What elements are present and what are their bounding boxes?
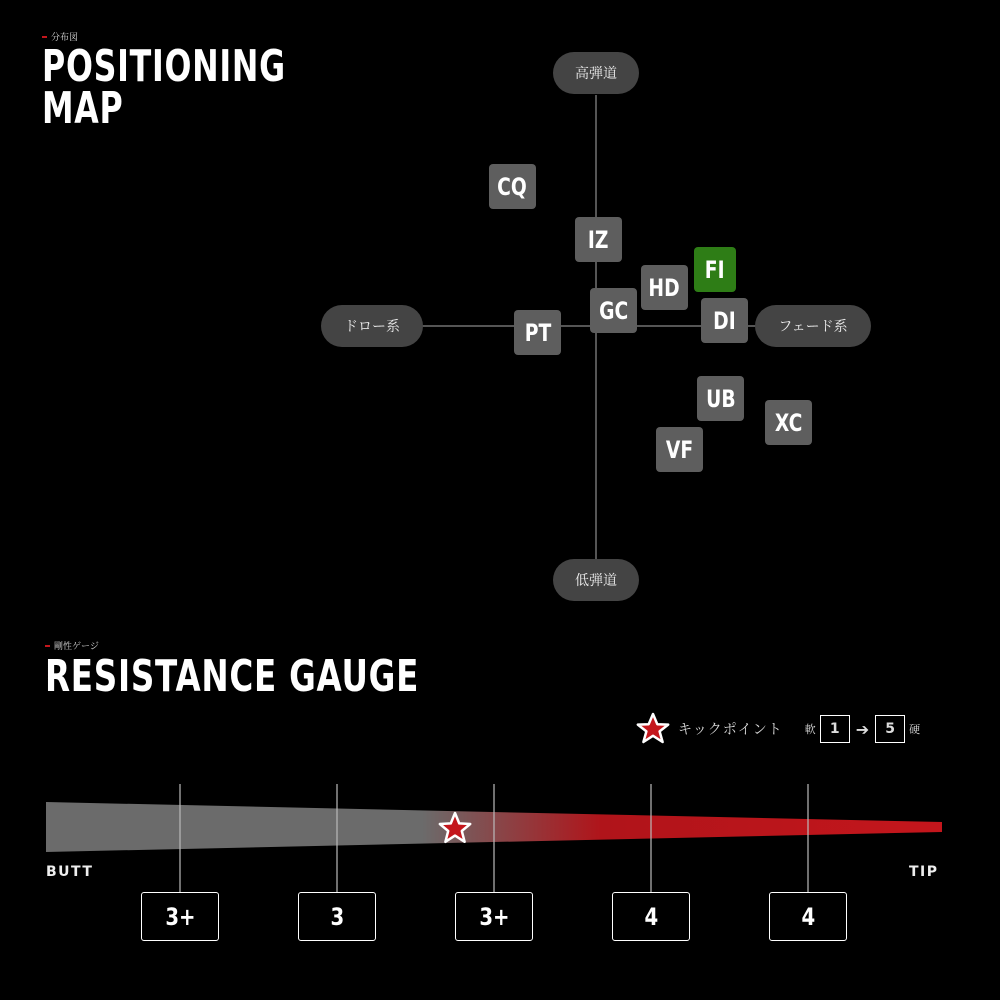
product-box-fi: FI	[694, 247, 736, 292]
kicker-dash	[45, 645, 50, 647]
soft-label: 軟	[804, 723, 816, 736]
arrow-right-icon: ➔	[855, 719, 870, 739]
hard-value-box: 5	[875, 715, 905, 743]
gauge-title: RESISTANCE GAUGE	[45, 651, 420, 702]
map-title-line-1: POSITIONING	[42, 41, 286, 92]
kick-point-star-icon	[636, 712, 670, 746]
kicker-dash	[42, 36, 47, 38]
product-box-cq: CQ	[489, 164, 536, 209]
product-box-iz: IZ	[575, 217, 622, 262]
gauge-kicker-text: 剛性ゲージ	[54, 642, 99, 652]
hard-label: 硬	[909, 723, 921, 736]
axis-label-bottom: 低弾道	[553, 559, 639, 601]
resistance-gauge-bar	[0, 780, 1000, 900]
map-title	[42, 41, 286, 134]
butt-label: BUTT	[46, 864, 94, 880]
kick-point-label: キックポイント	[678, 722, 783, 738]
map-kicker-text: 分布図	[51, 33, 79, 43]
product-box-pt: PT	[514, 310, 561, 355]
product-box-xc: XC	[765, 400, 812, 445]
gauge-value-1: 3+	[141, 892, 219, 941]
product-box-gc: GC	[590, 288, 637, 333]
gauge-value-5: 4	[769, 892, 847, 941]
gauge-value-4: 4	[612, 892, 690, 941]
tip-label: TIP	[909, 864, 939, 880]
axis-label-top: 高弾道	[553, 52, 639, 94]
product-box-di: DI	[701, 298, 748, 343]
soft-value-box: 1	[820, 715, 850, 743]
map-title-line-2: MAP	[42, 82, 124, 134]
product-box-ub: UB	[697, 376, 744, 421]
gauge-value-3: 3+	[455, 892, 533, 941]
gauge-value-2: 3	[298, 892, 376, 941]
product-box-vf: VF	[656, 427, 703, 472]
gauge-legend	[636, 712, 924, 746]
product-box-hd: HD	[641, 265, 688, 310]
axis-label-left: ドロー系	[321, 305, 423, 347]
axis-label-right: フェード系	[755, 305, 871, 347]
